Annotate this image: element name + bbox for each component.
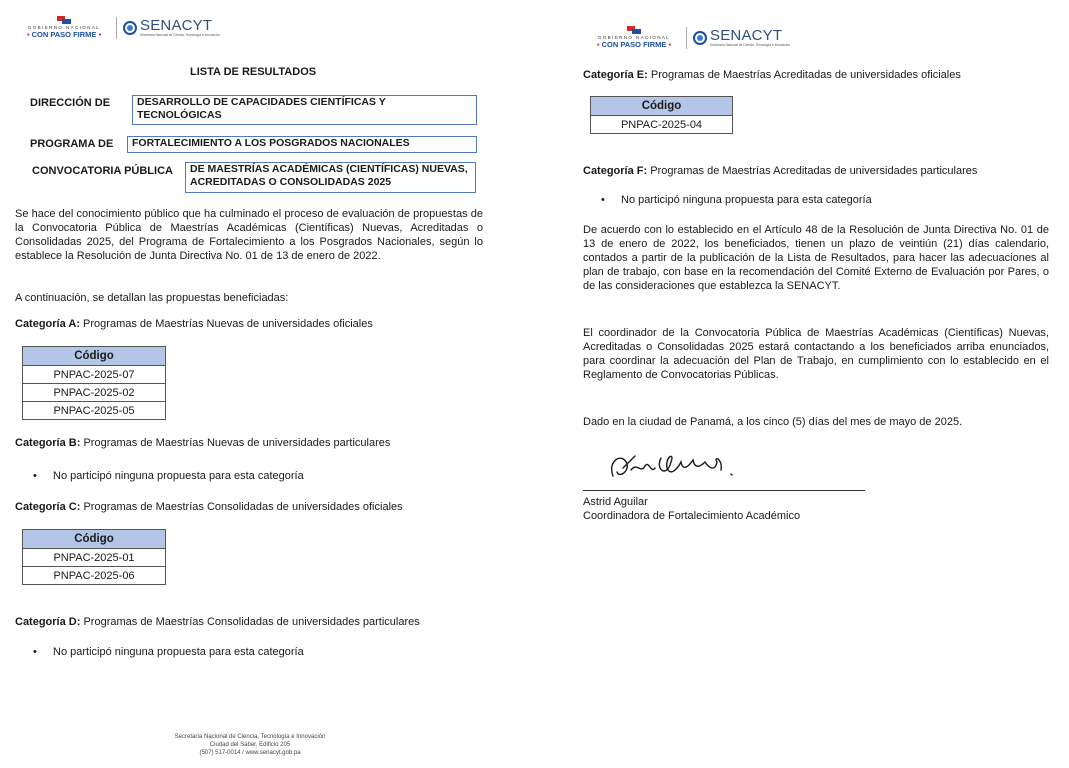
flag-icon xyxy=(57,16,71,24)
field-value-direccion: DESARROLLO DE CAPACIDADES CIENTÍFICAS Y TECNOLÓGICAS xyxy=(132,95,477,125)
table-row: PNPAC-2025-02 xyxy=(23,384,166,402)
table-header: Código xyxy=(23,347,166,366)
document-title: LISTA DE RESULTADOS xyxy=(190,66,317,78)
field-label-direccion: DIRECCIÓN DE xyxy=(30,97,111,109)
category-f-note: • No participó ninguna propuesta para esta categoría xyxy=(583,193,872,207)
gobierno-logo: GOBIERNO NACIONAL ▪ CON PASO FIRME ▪ xyxy=(18,16,110,39)
header-logos xyxy=(18,16,220,39)
field-label-programa: PROGRAMA DE xyxy=(30,138,114,150)
right-page xyxy=(570,0,1050,768)
category-e-table xyxy=(590,96,733,134)
category-a-heading: Categoría A: Programas de Maestrías Nuevas de universidades oficiales xyxy=(15,318,373,330)
category-d-heading: Categoría D: Programas de Maestrías Consolidadas de universidades particulares xyxy=(15,616,420,628)
globe-icon xyxy=(693,31,707,45)
category-f-heading: Categoría F: Programas de Maestrías Acreditadas de universidades particulares xyxy=(583,165,978,177)
signature-line xyxy=(583,490,865,491)
coordinator-paragraph: El coordinador de la Convocatoria Pública de Maestrías Académicas (Científicas) Nuevas, Acreditadas o Consolidadas 2025 estará contactando a los beneficiados arriba enunciados, para coordinar la adecuación del Plan de Trabajo, en cumplimiento con lo establecido en el Reglamento de Convocatorias Públicas. xyxy=(583,327,1049,381)
flag-icon xyxy=(627,26,641,34)
footer-address: Secretaría Nacional de Ciencia, Tecnología e Innovación Ciudad del Saber, Edificio 205 (507) 517-0014 / www.senacyt.gob.pa xyxy=(174,734,326,756)
globe-icon xyxy=(123,21,137,35)
continuation-text: A continuación, se detallan las propuestas beneficiadas: xyxy=(15,292,289,304)
table-header: Código xyxy=(23,530,166,549)
adjustment-paragraph: De acuerdo con lo establecido en el Artículo 48 de la Resolución de Junta Directiva No. 01 de 13 de enero de 2022, los beneficiados, tienen un plazo de veintiún (21) días calendario, contados a partir de la publicación de la Lista de Resultados, para hacer las adecuaciones al plan de trabajo, con base en la recomendación del Comité Externo de Evaluación por Pares, o de las consideraciones que establezca la SENACYT. xyxy=(583,224,1049,292)
signatory-name: Astrid Aguilar xyxy=(583,496,648,508)
senacyt-logo: SENACYT Secretaría Nacional de Ciencia, Tecnología e Innovación xyxy=(123,19,220,37)
category-a-table xyxy=(22,346,166,420)
category-d-note: • No participó ninguna propuesta para esta categoría xyxy=(15,645,304,659)
field-label-convocatoria: CONVOCATORIA PÚBLICA xyxy=(32,165,173,177)
intro-paragraph: Se hace del conocimiento público que ha culminado el proceso de evaluación de propuestas de la Convocatoria Pública de Maestrías Académicas (Científicas) Nuevas, Acreditadas o Consolidadas 2025, del Programa de Fortalecimiento a los Posgrados Nacionales, según lo establece la Resolución de Junta Directiva No. 01 de 13 de enero de 2022. xyxy=(15,208,483,262)
field-value-programa: FORTALECIMIENTO A LOS POSGRADOS NACIONALES xyxy=(127,136,477,153)
field-value-convocatoria: DE MAESTRÍAS ACADÉMICAS (CIENTÍFICAS) NUEVAS, ACREDITADAS O CONSOLIDADAS 2025 xyxy=(185,162,476,193)
senacyt-logo: SENACYT Secretaría Nacional de Ciencia, Tecnología e Innovación xyxy=(693,29,790,47)
left-page xyxy=(0,0,500,768)
table-row: PNPAC-2025-04 xyxy=(591,116,733,134)
category-b-note: • No participó ninguna propuesta para esta categoría xyxy=(15,469,304,483)
category-c-table xyxy=(22,529,166,585)
gobierno-logo: GOBIERNO NACIONAL ▪ CON PASO FIRME ▪ xyxy=(588,26,680,49)
table-row: PNPAC-2025-07 xyxy=(23,366,166,384)
header-logos xyxy=(588,26,790,49)
signatory-role: Coordinadora de Fortalecimiento Académico xyxy=(583,510,801,522)
category-b-heading: Categoría B: Programas de Maestrías Nuevas de universidades particulares xyxy=(15,437,391,449)
handwritten-signature xyxy=(605,448,755,488)
date-line: Dado en la ciudad de Panamá, a los cinco (5) días del mes de mayo de 2025. xyxy=(583,416,963,428)
table-row: PNPAC-2025-01 xyxy=(23,549,166,567)
category-c-heading: Categoría C: Programas de Maestrías Consolidadas de universidades oficiales xyxy=(15,501,403,513)
table-header: Código xyxy=(591,97,733,116)
category-e-heading: Categoría E: Programas de Maestrías Acreditadas de universidades oficiales xyxy=(583,69,961,81)
table-row: PNPAC-2025-06 xyxy=(23,567,166,585)
table-row: PNPAC-2025-05 xyxy=(23,402,166,420)
